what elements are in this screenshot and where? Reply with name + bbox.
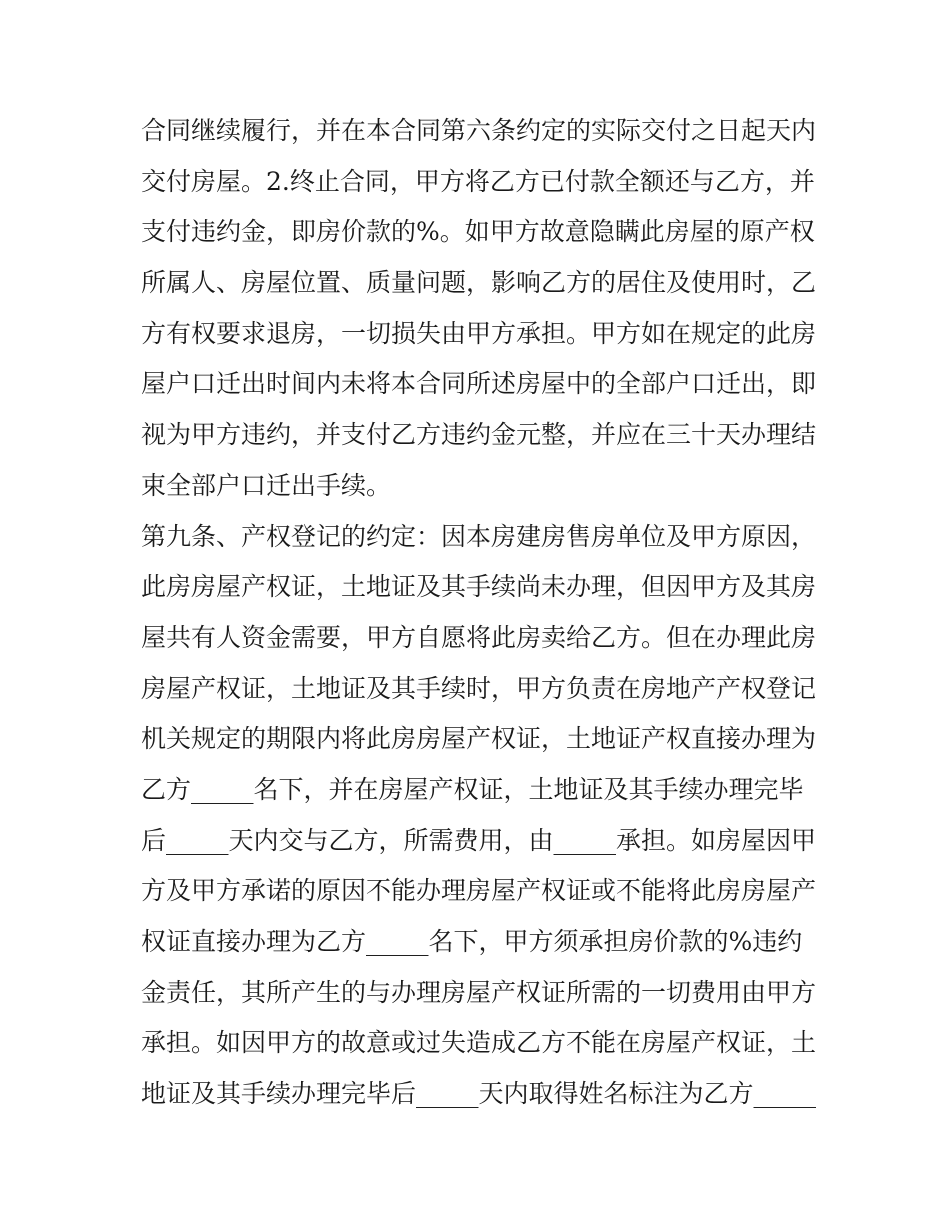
text-line: 方及甲方承诺的原因不能办理房屋产权证或不能将此房房屋产 — [141, 876, 817, 906]
text-line: 所属人、房屋位置、质量问题，影响乙方的居住及使用时，乙 — [141, 268, 817, 298]
text-line: 权证直接办理为乙方_____名下，甲方须承担房价款的%违约 — [141, 927, 803, 956]
text-line: 机关规定的期限内将此房房屋产权证，土地证产权直接办理为 — [141, 724, 817, 754]
article-9-heading-line: 第九条、产权登记的约定：因本房建房售房单位及甲方原因， — [141, 521, 817, 551]
text-line: 视为甲方违约，并支付乙方违约金元整，并应在三十天办理结 — [141, 420, 817, 450]
text-line: 乙方_____名下，并在房屋产权证，土地证及其手续办理完毕 — [141, 774, 804, 804]
text-line: 地证及其手续办理完毕后_____天内取得姓名标注为乙方_____ — [141, 1079, 817, 1109]
text-line: 交付房屋。2.终止合同，甲方将乙方已付款全额还与乙方，并 — [141, 166, 815, 196]
text-line: 金责任，其所产生的与办理房屋产权证所需的一切费用由甲方 — [141, 977, 817, 1007]
contract-body-text — [141, 106, 821, 1120]
text-line: 房屋产权证，土地证及其手续时，甲方负责在房地产产权登记 — [141, 673, 817, 703]
text-line: 合同继续履行，并在本合同第六条约定的实际交付之日起天内 — [141, 116, 817, 145]
text-line: 后_____天内交与乙方，所需费用，由_____承担。如房屋因甲 — [141, 825, 817, 855]
text-line: 承担。如因甲方的故意或过失造成乙方不能在房屋产权证，土 — [141, 1028, 817, 1058]
text-line: 此房房屋产权证，土地证及其手续尚未办理，但因甲方及其房 — [141, 572, 817, 602]
text-line: 屋共有人资金需要，甲方自愿将此房卖给乙方。但在办理此房 — [141, 622, 817, 652]
text-line: 方有权要求退房，一切损失由甲方承担。甲方如在规定的此房 — [141, 318, 817, 348]
text-line: 屋户口迁出时间内未将本合同所述房屋中的全部户口迁出，即 — [141, 369, 817, 399]
text-line: 束全部户口迁出手续。 — [141, 470, 392, 500]
text-line: 支付违约金，即房价款的%。如甲方故意隐瞒此房屋的原产权 — [141, 217, 815, 247]
